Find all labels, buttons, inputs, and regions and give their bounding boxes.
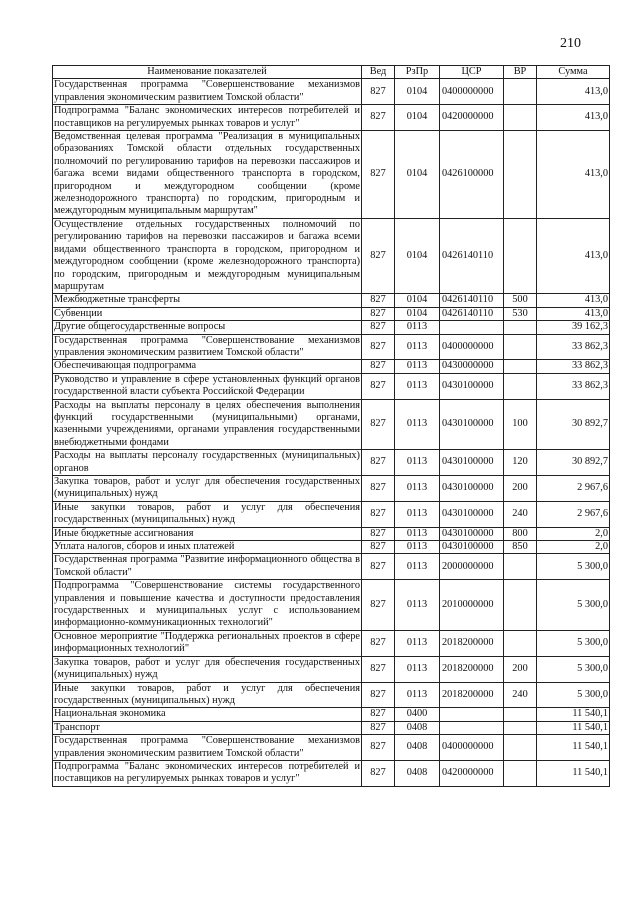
cell-csr: 2000000000 [440,554,504,580]
header-vr: ВР [504,66,537,79]
cell-name: Осуществление отдельных государственных полномочий по регулированию тарифов на перевозки пассажиров и багажа всеми видами общественного транспорта в городском, пригородном и междугородном сообщении (кроме железнодорожного транспорта) по городским, пригородным и междугородным муниципальным маршрутам [54,218,360,292]
cell-ved: 827 [362,630,395,656]
header-sum: Сумма [537,66,610,79]
cell-csr [440,721,504,734]
cell-rzpr: 0113 [395,501,440,527]
cell-name: Уплата налогов, сборов и иных платежей [53,541,362,554]
cell-rzpr: 0104 [395,105,440,131]
cell-csr: 2018200000 [440,682,504,708]
cell-sum: 30 892,7 [537,450,610,476]
cell-sum: 5 300,0 [537,630,610,656]
cell-sum: 413,0 [537,131,610,219]
cell-vr: 240 [504,501,537,527]
cell-rzpr: 0408 [395,760,440,786]
cell-rzpr: 0113 [395,476,440,502]
cell-vr [504,79,537,105]
cell-rzpr: 0113 [395,321,440,334]
table-row [53,527,610,540]
cell-name: Государственная программа "Совершенствование механизмов управления экономическим развитием Томской области" [54,735,360,759]
cell-vr: 500 [504,294,537,307]
cell-sum: 413,0 [537,105,610,131]
cell-csr: 0430000000 [440,360,504,373]
table-row [53,373,610,399]
cell-vr: 530 [504,307,537,320]
cell-csr: 0400000000 [440,334,504,360]
table-row [53,541,610,554]
cell-sum: 2 967,6 [537,476,610,502]
cell-vr [504,321,537,334]
cell-vr: 120 [504,450,537,476]
cell-csr: 0430100000 [440,399,504,450]
cell-rzpr: 0104 [395,79,440,105]
table-row [53,476,610,502]
cell-csr: 0426140110 [440,307,504,320]
table-row [53,450,610,476]
cell-name: Государственная программа "Совершенствование механизмов управления экономическим развитием Томской области" [54,79,360,103]
cell-sum: 5 300,0 [537,580,610,631]
cell-name: Транспорт [53,721,362,734]
table-row [53,501,610,527]
cell-csr [440,321,504,334]
cell-csr: 0426100000 [440,131,504,219]
cell-ved: 827 [362,334,395,360]
cell-csr: 0400000000 [440,79,504,105]
cell-vr [504,334,537,360]
cell-ved: 827 [362,476,395,502]
cell-vr: 200 [504,476,537,502]
page-number: 210 [560,36,581,51]
table-row [53,131,610,219]
cell-sum: 33 862,3 [537,373,610,399]
cell-csr: 0420000000 [440,105,504,131]
cell-rzpr: 0113 [395,399,440,450]
cell-ved: 827 [362,450,395,476]
cell-csr: 2018200000 [440,656,504,682]
header-rzpr: РзПр [395,66,440,79]
cell-sum: 2,0 [537,541,610,554]
cell-name: Иные закупки товаров, работ и услуг для обеспечения государственных (муниципальных) нужд [54,501,360,526]
cell-csr: 2018200000 [440,630,504,656]
cell-ved: 827 [362,399,395,450]
cell-ved: 827 [362,527,395,540]
cell-rzpr: 0400 [395,708,440,721]
cell-ved: 827 [362,373,395,399]
cell-ved: 827 [362,79,395,105]
cell-ved: 827 [362,294,395,307]
cell-ved: 827 [362,682,395,708]
cell-csr: 0400000000 [440,735,504,761]
cell-sum: 413,0 [537,218,610,293]
table-row [53,294,610,307]
cell-name: Межбюджетные трансферты [53,294,362,307]
cell-name: Субвенции [53,307,362,320]
cell-vr: 240 [504,682,537,708]
cell-name: Ведомственная целевая программа "Реализация в муниципальных образованиях Томской области отдельных государственных полномочий по регулированию тарифов на перевозки пассажиров и багажа всеми видами общественного транспорта в городском, пригородном и междугородном сообщении (кроме железнодорожного транспорта) по городским, пригородным и междугородным муниципальным маршрутам" [54,131,360,217]
cell-sum: 33 862,3 [537,360,610,373]
cell-rzpr: 0113 [395,334,440,360]
cell-name: Закупка товаров, работ и услуг для обеспечения государственных (муниципальных) нужд [54,656,360,681]
header-csr: ЦСР [440,66,504,79]
table-row [53,399,610,450]
cell-name: Расходы на выплаты персоналу государственных (муниципальных) органов [54,450,360,474]
budget-table [52,65,610,787]
cell-vr [504,105,537,131]
cell-vr [504,708,537,721]
cell-vr [504,373,537,399]
cell-name: Государственная программа "Совершенствование механизмов управления экономическим развитием Томской области" [54,334,360,358]
cell-vr [504,131,537,219]
cell-sum: 30 892,7 [537,399,610,450]
cell-name: Обеспечивающая подпрограмма [53,360,362,373]
cell-ved: 827 [362,321,395,334]
cell-vr: 850 [504,541,537,554]
cell-name: Подпрограмма "Совершенствование системы государственного управления и повышение качества и доступности предоставления государственных и муниципальных услуг с использованием информационно-коммуникационных технологий" [54,580,360,629]
table-row [53,321,610,334]
cell-csr: 0430100000 [440,476,504,502]
table-row [53,307,610,320]
cell-csr: 0430100000 [440,373,504,399]
cell-name: Руководство и управление в сфере установленных функций органов государственной власти субъекта Российской Федерации [54,373,360,398]
cell-name: Иные закупки товаров, работ и услуг для обеспечения государственных (муниципальных) нужд [54,682,360,706]
cell-vr [504,554,537,580]
cell-ved: 827 [362,131,395,219]
cell-sum: 5 300,0 [537,682,610,708]
cell-sum: 2,0 [537,527,610,540]
cell-ved: 827 [362,760,395,786]
table-row [53,760,610,786]
cell-sum: 5 300,0 [537,656,610,682]
table-row [53,334,610,360]
cell-vr [504,360,537,373]
cell-csr: 0420000000 [440,760,504,786]
cell-sum: 413,0 [537,294,610,307]
table-row [53,708,610,721]
cell-rzpr: 0113 [395,682,440,708]
cell-name: Основное мероприятие "Поддержка региональных проектов в сфере информационных технологий" [54,630,360,655]
cell-vr [504,218,537,293]
cell-name: Подпрограмма "Баланс экономических интересов потребителей и поставщиков на регулируемых рынках товаров и услуг" [54,760,360,785]
cell-ved: 827 [362,307,395,320]
cell-name: Другие общегосударственные вопросы [53,321,362,334]
header-ved: Вед [362,66,395,79]
cell-sum: 11 540,1 [537,735,610,761]
cell-rzpr: 0408 [395,735,440,761]
cell-sum: 39 162,3 [537,321,610,334]
cell-ved: 827 [362,708,395,721]
table-row [53,682,610,708]
cell-rzpr: 0113 [395,360,440,373]
cell-ved: 827 [362,580,395,631]
cell-name: Национальная экономика [53,708,362,721]
cell-rzpr: 0104 [395,307,440,320]
cell-rzpr: 0113 [395,554,440,580]
table-header-row [53,66,610,79]
cell-sum: 33 862,3 [537,334,610,360]
cell-name: Закупка товаров, работ и услуг для обеспечения государственных (муниципальных) нужд [54,476,360,500]
cell-sum: 2 967,6 [537,501,610,527]
cell-csr: 0430100000 [440,450,504,476]
cell-rzpr: 0113 [395,656,440,682]
table-row [53,580,610,631]
cell-name: Иные бюджетные ассигнования [53,527,362,540]
cell-vr [504,630,537,656]
cell-sum: 5 300,0 [537,554,610,580]
cell-ved: 827 [362,541,395,554]
cell-vr: 800 [504,527,537,540]
cell-csr: 0430100000 [440,501,504,527]
cell-csr: 0426140110 [440,294,504,307]
cell-name: Расходы на выплаты персоналу в целях обеспечения выполнения функций государственными (муниципальными) органами, казенными учреждениями, органами управления государственными внебюджетными фондами [54,399,360,448]
cell-ved: 827 [362,656,395,682]
cell-rzpr: 0113 [395,527,440,540]
table-row [53,630,610,656]
cell-ved: 827 [362,105,395,131]
cell-name: Государственная программа "Развитие информационного общества в Томской области" [54,554,360,578]
cell-rzpr: 0113 [395,580,440,631]
table-row [53,721,610,734]
cell-name: Подпрограмма "Баланс экономических интересов потребителей и поставщиков на регулируемых рынках товаров и услуг" [54,105,360,129]
cell-ved: 827 [362,554,395,580]
cell-sum: 413,0 [537,79,610,105]
cell-csr: 0426140110 [440,218,504,293]
cell-ved: 827 [362,218,395,293]
table-row [53,79,610,105]
table-row [53,105,610,131]
cell-ved: 827 [362,501,395,527]
cell-vr: 200 [504,656,537,682]
cell-vr: 100 [504,399,537,450]
cell-csr: 2010000000 [440,580,504,631]
cell-sum: 11 540,1 [537,721,610,734]
cell-ved: 827 [362,360,395,373]
cell-sum: 11 540,1 [537,708,610,721]
cell-ved: 827 [362,735,395,761]
cell-rzpr: 0104 [395,218,440,293]
cell-vr [504,735,537,761]
table-row [53,554,610,580]
cell-csr: 0430100000 [440,527,504,540]
header-name: Наименование показателей [53,66,362,79]
cell-ved: 827 [362,721,395,734]
cell-vr [504,760,537,786]
table-row [53,218,610,293]
cell-rzpr: 0408 [395,721,440,734]
cell-rzpr: 0104 [395,294,440,307]
cell-vr [504,580,537,631]
cell-sum: 413,0 [537,307,610,320]
table-row [53,735,610,761]
table-row [53,360,610,373]
cell-rzpr: 0104 [395,131,440,219]
cell-rzpr: 0113 [395,541,440,554]
cell-csr [440,708,504,721]
cell-rzpr: 0113 [395,630,440,656]
cell-csr: 0430100000 [440,541,504,554]
cell-rzpr: 0113 [395,373,440,399]
table-row [53,656,610,682]
cell-sum: 11 540,1 [537,760,610,786]
cell-rzpr: 0113 [395,450,440,476]
cell-vr [504,721,537,734]
